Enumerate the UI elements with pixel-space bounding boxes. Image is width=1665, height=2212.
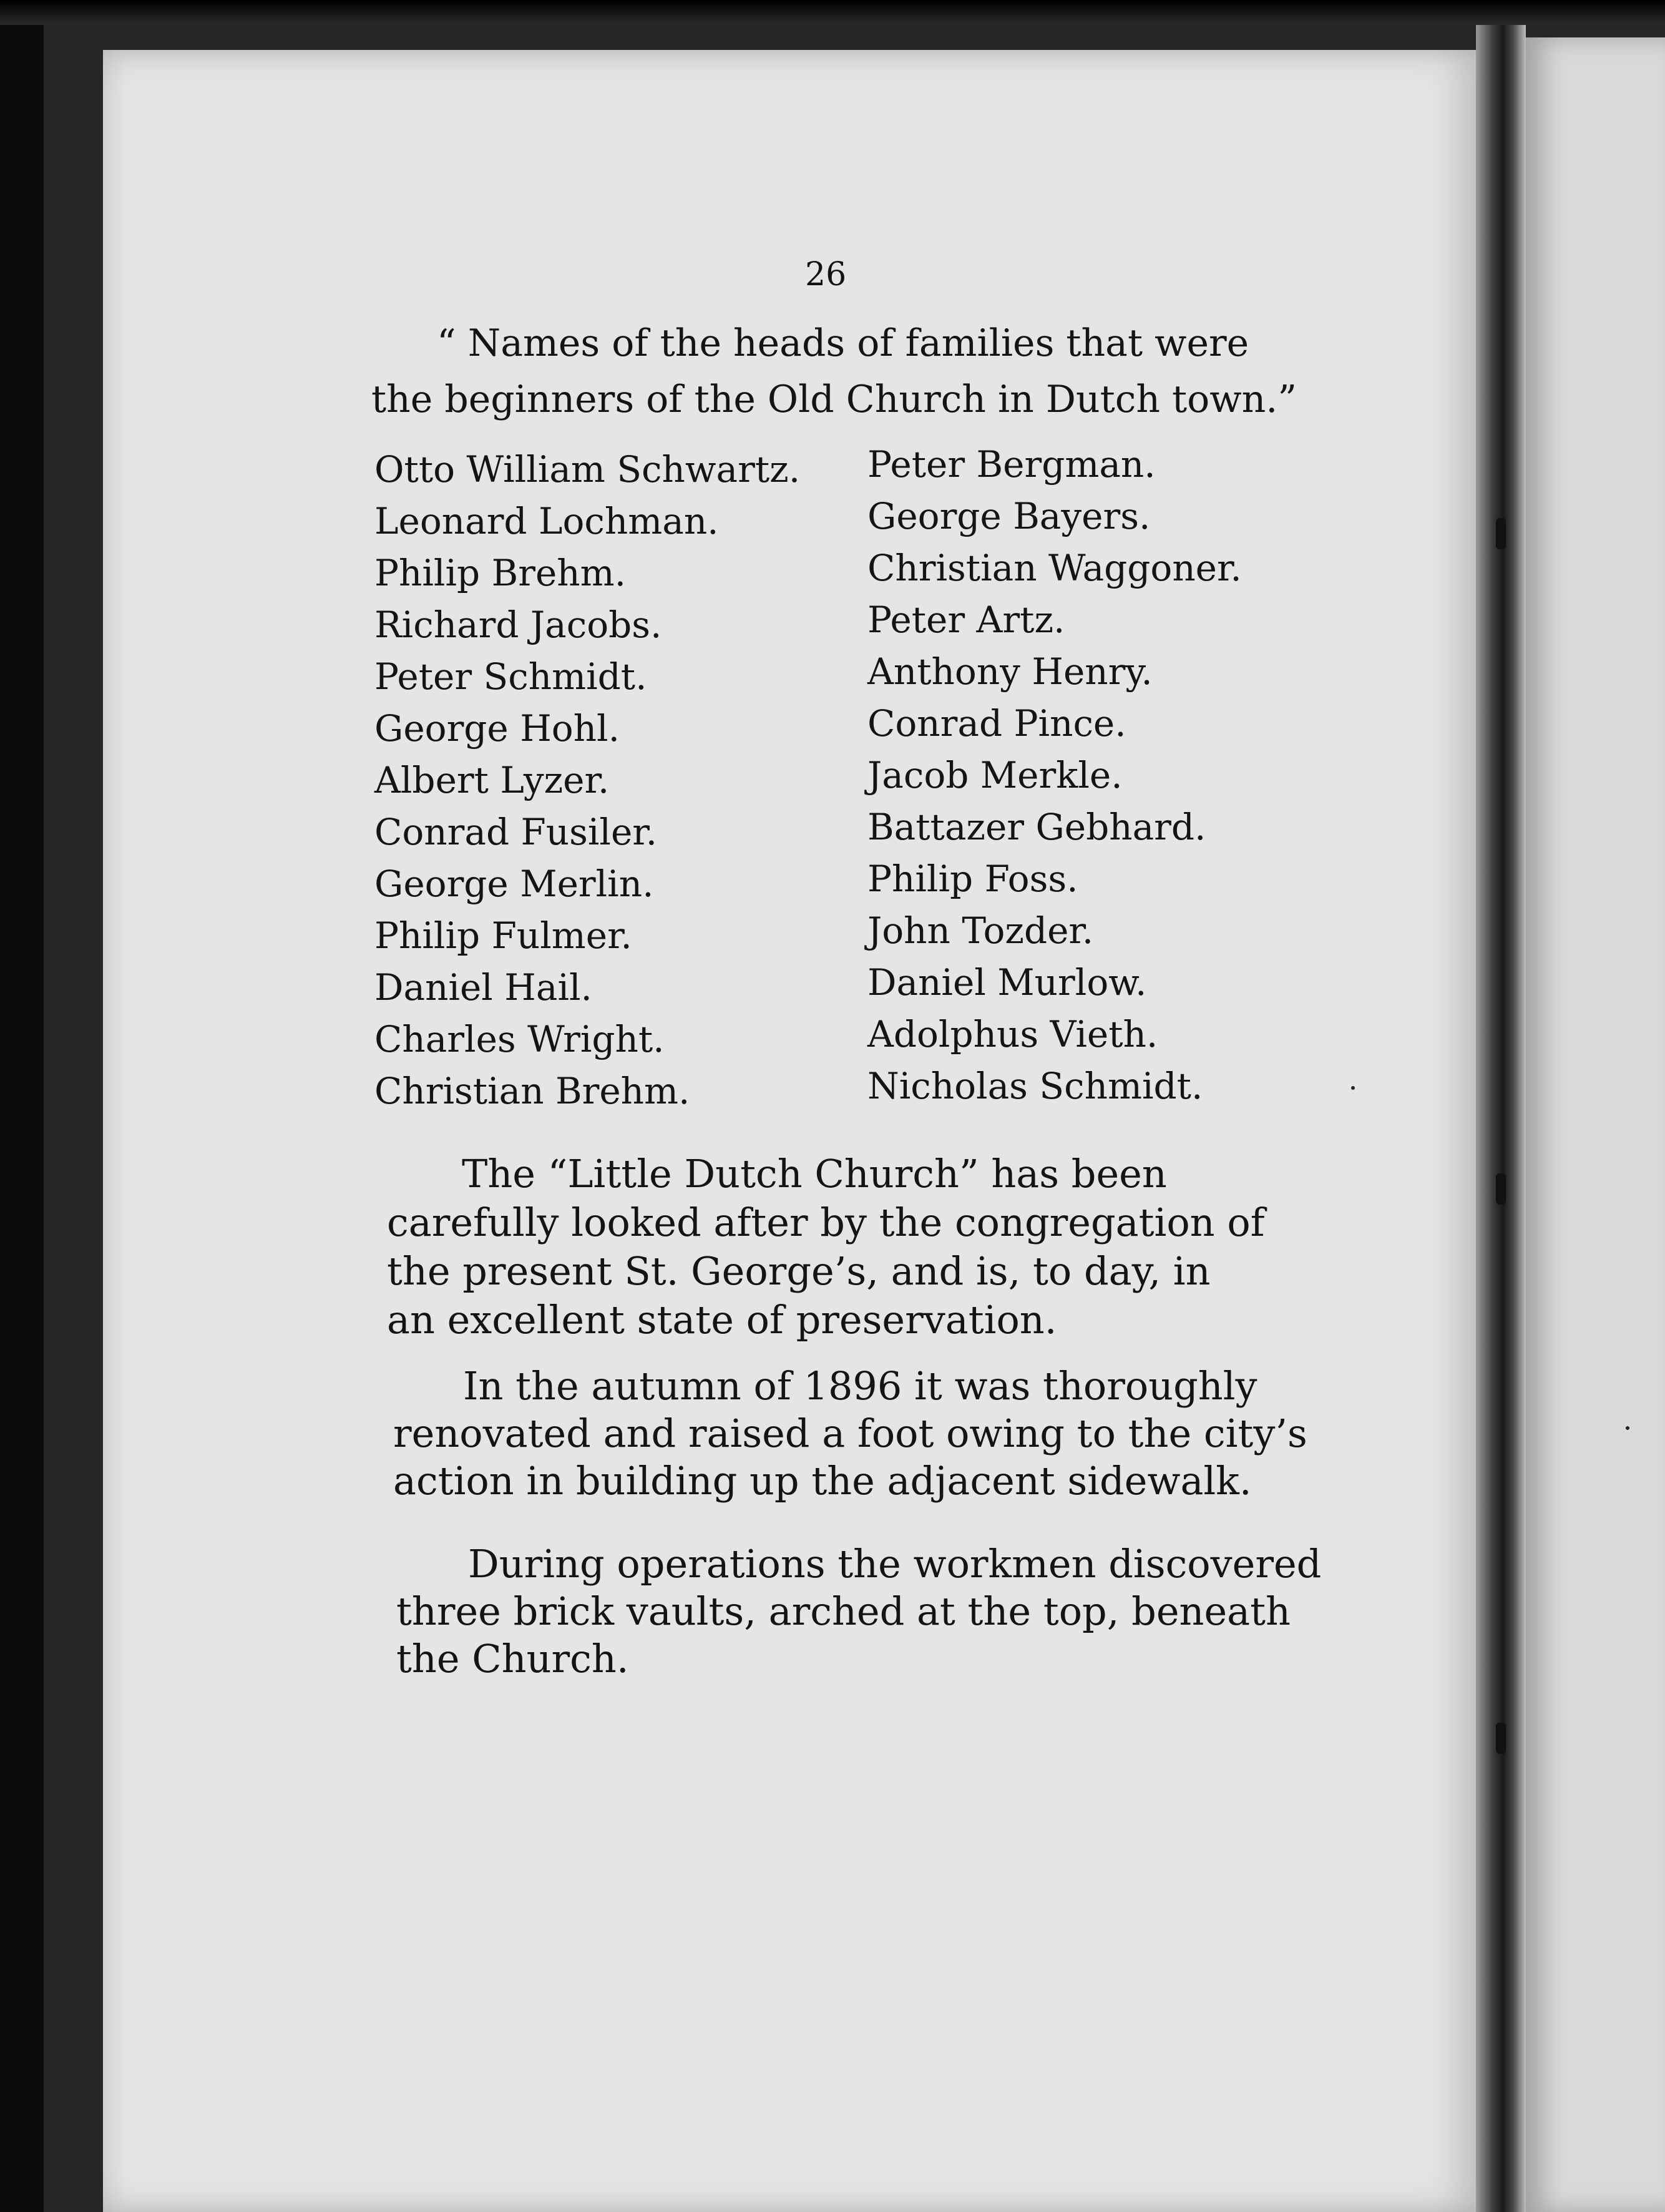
binding-stitch [1496, 1723, 1506, 1754]
paragraph-line: The “Little Dutch Church” has been [462, 1151, 1167, 1197]
family-name: Jacob Merkle. [867, 754, 1123, 796]
family-name: Peter Schmidt. [374, 655, 647, 698]
family-name: George Merlin. [374, 863, 654, 905]
paper-speck [1626, 1426, 1629, 1430]
intro-line: “ Names of the heads of families that were [437, 321, 1249, 365]
family-name: Adolphus Vieth. [867, 1013, 1158, 1055]
family-name: Daniel Hail. [374, 966, 592, 1009]
family-name: Peter Bergman. [867, 443, 1156, 486]
intro-line: the beginners of the Old Church in Dutch town.” [371, 378, 1297, 421]
paragraph-line: the Church. [396, 1636, 629, 1681]
family-name: John Tozder. [867, 909, 1094, 952]
paragraph-line: renovated and raised a foot owing to the city’s [393, 1411, 1307, 1456]
left-page [103, 50, 1485, 2212]
family-name: Philip Foss. [867, 858, 1078, 900]
family-name: Nicholas Schmidt. [867, 1065, 1203, 1107]
paragraph-line: three brick vaults, arched at the top, beneath [396, 1588, 1291, 1634]
binding-stitch [1496, 518, 1506, 549]
family-name: Richard Jacobs. [374, 604, 662, 646]
top-edge [0, 0, 1665, 25]
family-name: Otto William Schwartz. [374, 448, 801, 491]
family-name: Conrad Pince. [867, 702, 1126, 745]
facing-page [1523, 37, 1665, 2212]
binding-gutter [1476, 25, 1526, 2212]
paper-speck [1351, 1086, 1355, 1090]
family-name: George Bayers. [867, 495, 1151, 537]
family-name: Battazer Gebhard. [867, 806, 1206, 848]
page-number: 26 [805, 256, 847, 293]
paragraph-line: the present St. George’s, and is, to day, in [387, 1248, 1211, 1294]
family-name: George Hohl. [374, 707, 620, 750]
family-name: Leonard Lochman. [374, 500, 719, 542]
paragraph-line: During operations the workmen discovered [468, 1541, 1322, 1587]
paragraph-line: an excellent state of preservation. [387, 1297, 1057, 1343]
paragraph-line: carefully looked after by the congregation of [387, 1200, 1265, 1245]
family-name: Conrad Fusiler. [374, 811, 658, 853]
family-name: Philip Brehm. [374, 552, 627, 594]
paragraph-line: action in building up the adjacent sidewalk. [393, 1458, 1252, 1504]
family-name: Charles Wright. [374, 1018, 665, 1060]
family-name: Christian Brehm. [374, 1070, 690, 1112]
binding-stitch [1496, 1173, 1506, 1205]
family-name: Peter Artz. [867, 599, 1065, 641]
paragraph-line: In the autumn of 1896 it was thoroughly [463, 1363, 1257, 1409]
family-name: Philip Fulmer. [374, 914, 632, 957]
family-name: Albert Lyzer. [374, 759, 610, 801]
family-name: Christian Waggoner. [867, 547, 1242, 589]
family-name: Anthony Henry. [867, 650, 1153, 693]
family-name: Daniel Murlow. [867, 961, 1147, 1004]
